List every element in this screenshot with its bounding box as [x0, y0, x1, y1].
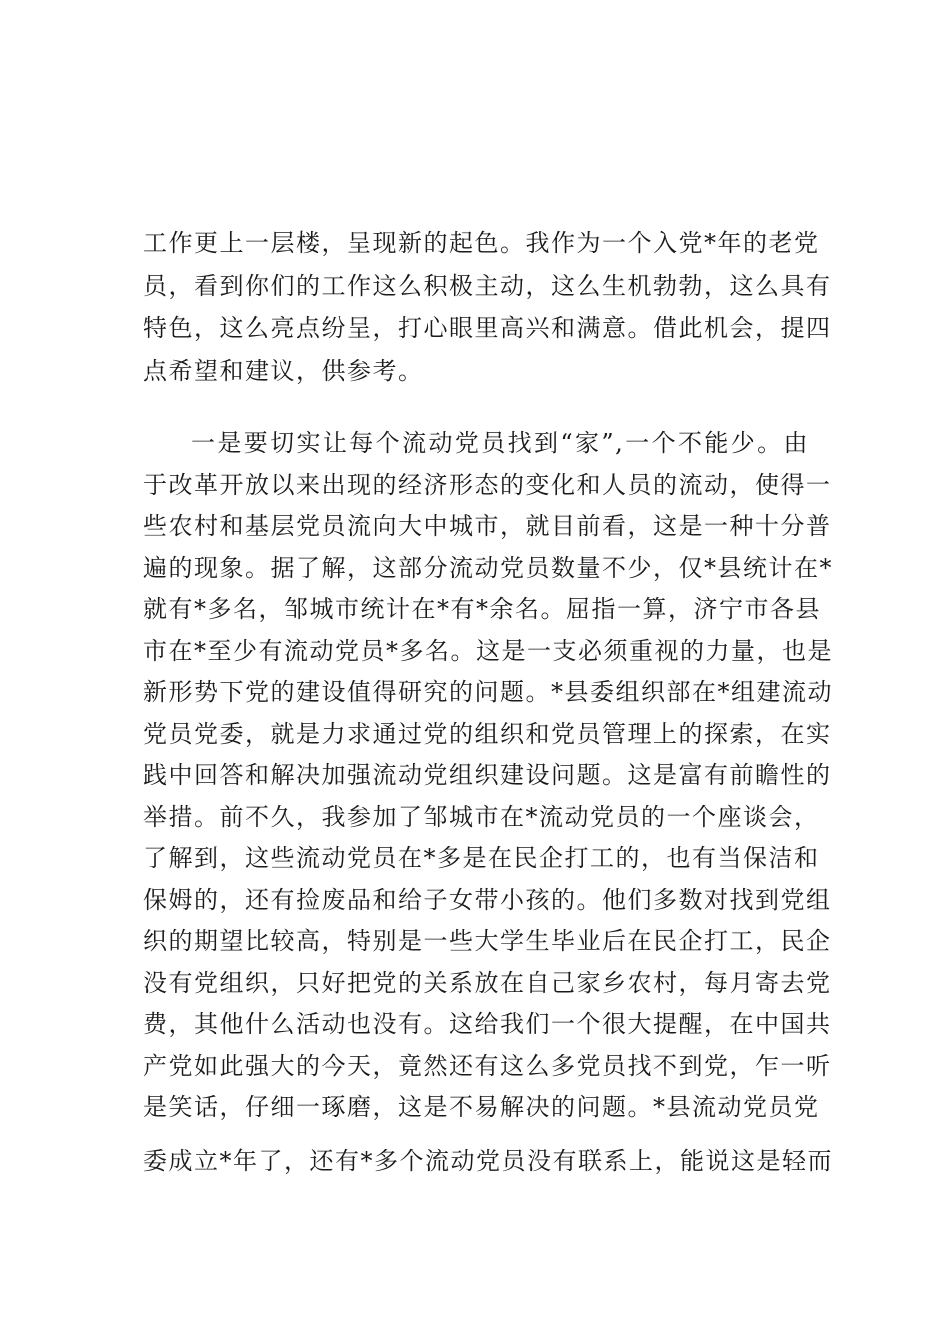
- paragraph-2-line-16: 产党如此强大的今天，竟然还有这么多党员找不到党，乍一听: [143, 1052, 832, 1080]
- paragraph-2-line-14: 没有党组织，只好把党的关系放在自己家乡农村，每月寄去党: [143, 969, 832, 997]
- paragraph-2-line-1: 一是要切实让每个流动党员找到“家”,一个不能少。由: [191, 429, 809, 457]
- paragraph-2-line-12: 保姆的，还有捡废品和给子女带小孩的。他们多数对找到党组: [143, 886, 832, 914]
- paragraph-1-line-2: 员，看到你们的工作这么积极主动，这么生机勃勃，这么具有: [143, 272, 832, 300]
- paragraph-2-line-3: 些农村和基层党员流向大中城市，就目前看，这是一种十分普: [143, 512, 832, 540]
- paragraph-1-line-1: 工作更上一层楼，呈现新的起色。我作为一个入党*年的老党: [143, 229, 820, 257]
- paragraph-2-line-2: 于改革开放以来出现的经济形态的变化和人员的流动，使得一: [143, 471, 832, 499]
- paragraph-2-line-6: 市在*至少有流动党员*多名。这是一支必须重视的力量，也是: [143, 637, 833, 665]
- paragraph-1-line-3: 特色，这么亮点纷呈，打心眼里高兴和满意。借此机会，提四: [143, 314, 832, 342]
- paragraph-2-line-15: 费，其他什么活动也没有。这给我们一个很大提醒，在中国共: [143, 1010, 832, 1038]
- paragraph-2-line-13: 织的期望比较高，特别是一些大学生毕业后在民企打工，民企: [143, 927, 832, 955]
- paragraph-2-line-17: 是笑话，仔细一琢磨，这是不易解决的问题。*县流动党员党: [143, 1093, 820, 1121]
- paragraph-2-line-5: 就有*多名，邹城市统计在*有*余名。屈指一算，济宁市各县: [143, 595, 821, 623]
- paragraph-2-line-10: 举措。前不久，我参加了邹城市在*流动党员的一个座谈会，: [143, 803, 820, 831]
- paragraph-2-line-8: 党员党委，就是力求通过党的组织和党员管理上的探索，在实: [143, 720, 832, 748]
- paragraph-1-line-4: 点希望和建议，供参考。: [143, 357, 424, 385]
- paragraph-2-line-4: 遍的现象。据了解，这部分流动党员数量不少，仅*县统计在*: [143, 554, 833, 582]
- paragraph-2-line-11: 了解到，这些流动党员在*多是在民企打工的，也有当保洁和: [143, 844, 820, 872]
- paragraph-2-line-18: 委成立*年了，还有*多个流动党员没有联系上，能说这是轻而: [143, 1147, 833, 1175]
- paragraph-2-line-7: 新形势下党的建设值得研究的问题。*县委组织部在*组建流动: [143, 678, 833, 706]
- paragraph-2-line-9: 践中回答和解决加强流动党组织建设问题。这是富有前瞻性的: [143, 761, 832, 789]
